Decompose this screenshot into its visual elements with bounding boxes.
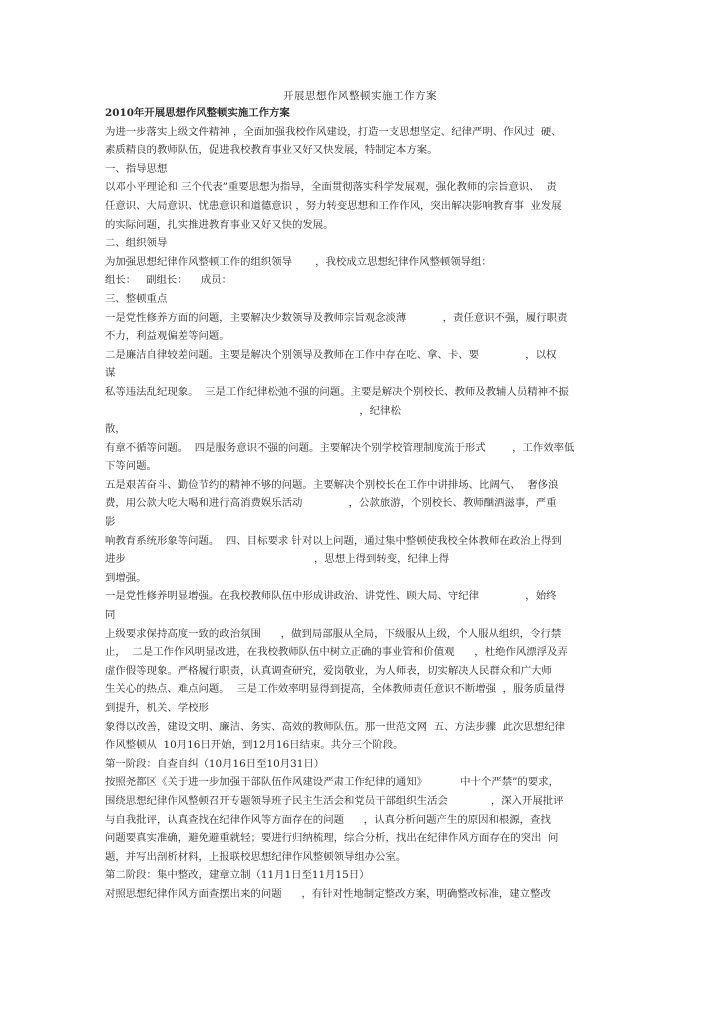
body-line: 虚作假等现象。严格履行职责，认真调查研究，爱岗敬业，为人师表，切实解决人民群众和广大师 (105, 664, 552, 677)
body-line: 二是廉洁自律较差问题。主要是解决个别领导及教师在工作中存在吃、拿、卡、要 ，以权 (105, 348, 557, 361)
body-line: 以邓小平理论和 三个代表”重要思想为指导，全面贯彻落实科学发展观，强化教师的宗旨意识、 责 (105, 181, 557, 194)
body-line: 作风整顿从 10月16日开始，到12月16日结束。共分三个阶段。 (105, 739, 404, 752)
body-line: 上级要求保持高度一致的政治氛围 ，做到局部服从全局，下级服从上级，个人服从组织，令行禁 (105, 627, 562, 640)
body-line: 对照思想纪律作风方面查摆出来的问题 ，有针对性地制定整改方案，明确整改标准，建立整改 (105, 887, 551, 900)
body-line: 一、指导思想 (105, 162, 168, 175)
body-line: 组长： 副组长： 成员： (105, 274, 233, 287)
body-line: 为进一步落实上级文件精神 ，全面加强我校作风建设，打造一支思想坚定、纪律严明、作风过 硬、 (105, 125, 562, 138)
body-line: 止， 二是工作作风明显改进，在我校教师队伍中树立正确的事业管和价值观 ，杜绝作风漂浮及弄 (105, 646, 568, 659)
body-line: 一是党性修养方面的问题，主要解决少数领导及教师宗旨观念淡薄 ，责任意识不强，履行职责 (105, 311, 568, 324)
body-line: 三、整顿重点 (105, 292, 168, 305)
body-line: 有章不循等问题。 四是服务意识不强的问题。主要解决个别学校管理制度流于形式 ，工作效率低 (105, 441, 575, 454)
body-line: 围绕思想纪律作风整顿召开专题领导班子民主生活会和党员干部组织生活会 ，深入开展批评 (105, 794, 564, 807)
body-line: 影 (105, 516, 116, 529)
body-line: 按照尧都区《关于进一步加强干部队伍作风建设严肃工作纪律的通知》 中十个严禁”的要求， (105, 776, 559, 789)
body-line: 二、组织领导 (105, 237, 168, 250)
body-line: 第二阶段：集中整改，建章立制（11月1日至11月15日） (105, 869, 370, 882)
body-line: 五是艰苦奋斗、勤俭节约的精神不够的问题。主要解决个别校长在工作中讲排场、比阔气、 奢侈浪 (105, 478, 559, 491)
body-line: 到提升，机关、学校形 (105, 702, 209, 714)
body-line: 到增强。 (105, 571, 147, 584)
body-line: 下等问题。 (105, 460, 157, 473)
body-line: 进步 ，思想上得到转变，纪律上得 (105, 553, 450, 566)
document-title: 开展思想作风整顿实施工作方案 (283, 90, 437, 102)
body-line: 一是党性修养明显增强。在我校教师队伍中形成讲政治、讲党性、顾大局、守纪律 ，始终 (105, 590, 557, 603)
body-line: 响教育系统形象等问题。 四、目标要求 针对以上问题，通过集中整顿使我校全体教师在政治上得到 (105, 534, 562, 547)
body-line: 与自我批评，认真查找在纪律作风等方面存在的问题 ，认真分析问题产生的原因和根源，查找 (105, 813, 551, 826)
body-line: 素质精良的教师队伍，促进我校教育事业又好又快发展，特制定本方案。 (105, 144, 438, 157)
body-line: ，纪律松 (105, 404, 401, 417)
body-line: 第一阶段：自查自纠（10月16日至10月31日） (105, 757, 325, 770)
document-body (105, 104, 610, 904)
body-line: 生关心的热点、难点问题。 三是工作效率明显得到提高，全体教师责任意识不断增强 ，服务质量得 (105, 683, 566, 696)
body-line: 散， (105, 423, 126, 436)
body-line: 问题要真实准确，避免避重就轻；要进行归纳梳理，综合分析，找出在纪律作风方面存在的突出 问 (105, 832, 559, 845)
body-line: 题，并写出剖析材料，上报联校思想纪律作风整顿领导组办公室。 (105, 850, 407, 863)
body-line: 同 (105, 609, 116, 622)
body-line: 费，用公款大吃大喝和进行高消费娱乐活动 ，公款旅游，个别校长、教师酗酒滋事，严重 (105, 497, 557, 510)
body-line: 任意识、大局意识、忧患意识和道德意识 ，努力转变思想和工作作风，突出解决影响教育事 业发展 (105, 199, 562, 212)
body-line: 谋 (105, 367, 116, 380)
body-line: 的实际问题，扎实推进教育事业又好又快的发展。 (105, 218, 334, 231)
body-line: 2010年开展思想作风整顿实施工作方案 (105, 107, 290, 119)
body-line: 为加强思想纪律作风整顿工作的组织领导 ，我校成立思想纪律作风整顿领导组： (105, 255, 492, 268)
body-line: 私等违法乱纪现象。 三是工作纪律松弛不强的问题。主要是解决个别校长、教师及教辅人员精神不振 (105, 385, 569, 398)
body-line: 象得以改善，建设文明、廉洁、务实、高效的教师队伍。那一世范文网 五、方法步骤 此次思想纪律 (105, 720, 566, 733)
body-line: 不力，利益观偏差等问题。 (105, 330, 230, 343)
